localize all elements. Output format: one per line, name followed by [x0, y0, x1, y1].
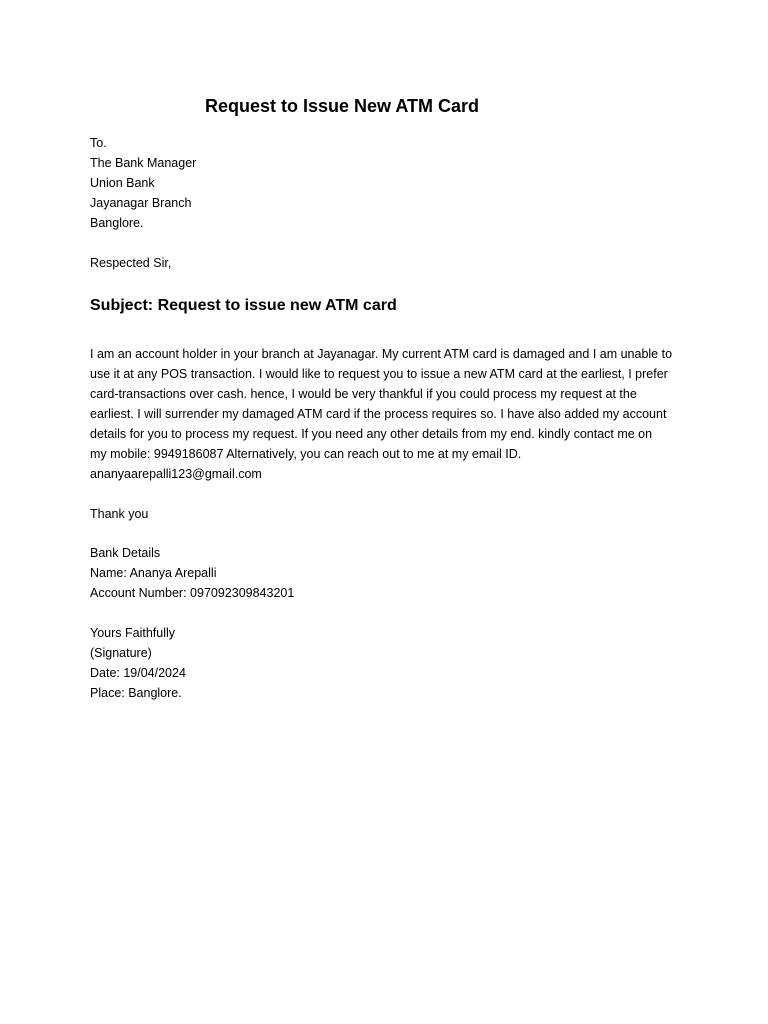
account-holder-name: Name: Ananya Arepalli	[90, 566, 217, 580]
letter-closing	[90, 623, 186, 703]
body-line: I am an account holder in your branch at Jayanagar. My current ATM card is damaged and I am unable to	[90, 347, 673, 361]
thanks-line	[90, 504, 148, 524]
body-line: details for you to process my request. If you need any other details from my end. kindly contact me on	[90, 427, 653, 441]
closing-valediction: Yours Faithfully	[90, 626, 175, 640]
document-title: Request to Issue New ATM Card	[205, 96, 480, 116]
salutation-text: Respected Sir,	[90, 256, 172, 270]
body-line: earliest. I will surrender my damaged ATM card if the process requires so. I have also added my account	[90, 407, 667, 421]
letter-place: Place: Banglore.	[90, 686, 182, 700]
address-line-bank: Union Bank	[90, 176, 155, 190]
bank-details-heading: Bank Details	[90, 546, 161, 560]
address-line-city: Banglore.	[90, 216, 144, 230]
letter-date: Date: 19/04/2024	[90, 666, 186, 680]
address-line-branch: Jayanagar Branch	[90, 196, 192, 210]
thanks-text: Thank you	[90, 507, 149, 521]
letter-body	[90, 344, 678, 484]
signature-placeholder: (Signature)	[90, 646, 152, 660]
recipient-address	[90, 133, 196, 233]
address-line-recipient: The Bank Manager	[90, 156, 197, 170]
account-number: Account Number: 097092309843201	[90, 586, 295, 600]
bank-details	[90, 543, 294, 603]
body-line: use it at any POS transaction. I would like to request you to issue a new ATM card at the earliest, I prefer	[90, 367, 668, 381]
salutation	[90, 253, 171, 273]
body-line: my mobile: 9949186087 Alternatively, you can reach out to me at my email ID.	[90, 447, 522, 461]
email-address: ananyaarepalli123@gmail.com	[90, 467, 262, 481]
subject-line: Subject: Request to issue new ATM card	[90, 297, 397, 314]
address-line-to: To.	[90, 136, 107, 150]
body-line: card-transactions over cash. hence, I would be very thankful if you could process my request at the	[90, 387, 637, 401]
